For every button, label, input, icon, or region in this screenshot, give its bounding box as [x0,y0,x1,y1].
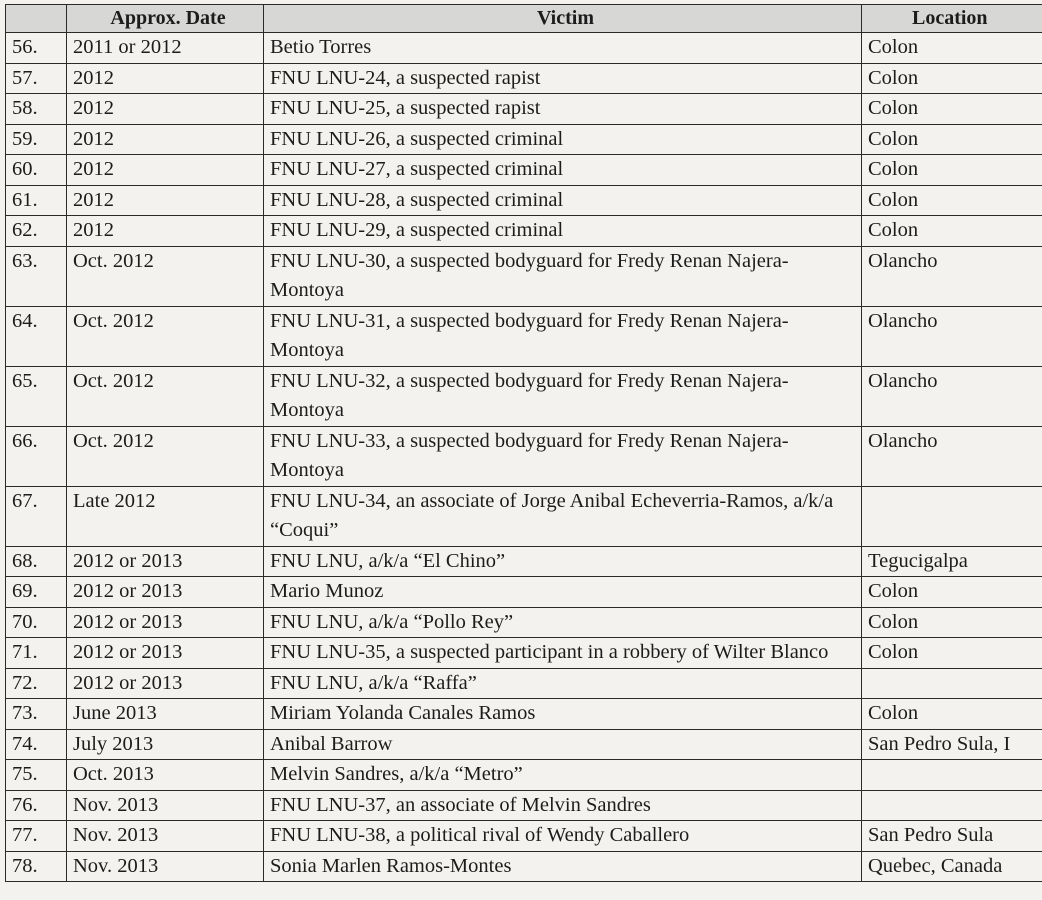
row-number: 58. [6,94,67,125]
row-number: 75. [6,760,67,791]
table-row [6,306,1042,366]
row-date: Nov. 2013 [67,851,264,882]
row-location: Tegucigalpa [862,546,1042,577]
row-number: 73. [6,699,67,730]
header-number [6,5,67,33]
row-victim: FNU LNU-25, a suspected rapist [264,94,862,125]
row-number: 66. [6,426,67,486]
table-row [6,638,1042,669]
row-number: 62. [6,216,67,247]
row-location: Colon [862,33,1042,64]
row-location: Colon [862,607,1042,638]
row-victim: FNU LNU-33, a suspected bodyguard for Fredy Renan Najera-Montoya [264,426,862,486]
row-victim: Betio Torres [264,33,862,64]
row-date: 2012 or 2013 [67,607,264,638]
table-row [6,729,1042,760]
row-location: Colon [862,124,1042,155]
row-date: Oct. 2012 [67,246,264,306]
table-row [6,366,1042,426]
table-row [6,246,1042,306]
row-number: 64. [6,306,67,366]
row-victim: FNU LNU-24, a suspected rapist [264,63,862,94]
row-victim: FNU LNU-32, a suspected bodyguard for Fredy Renan Najera-Montoya [264,366,862,426]
row-date: Oct. 2012 [67,306,264,366]
table-row [6,486,1042,546]
row-date: 2012 or 2013 [67,577,264,608]
row-number: 68. [6,546,67,577]
row-date: 2012 [67,63,264,94]
row-victim: FNU LNU-35, a suspected participant in a robbery of Wilter Blanco [264,638,862,669]
table-row [6,426,1042,486]
row-location: Olancho [862,366,1042,426]
row-location [862,790,1042,821]
row-date: 2012 or 2013 [67,546,264,577]
row-date: 2012 [67,216,264,247]
row-date: July 2013 [67,729,264,760]
row-date: Oct. 2013 [67,760,264,791]
header-location: Location [862,5,1042,33]
table-row [6,185,1042,216]
row-victim: FNU LNU-27, a suspected criminal [264,155,862,186]
row-date: 2012 [67,155,264,186]
row-date: 2012 [67,94,264,125]
row-location: Quebec, Canada [862,851,1042,882]
row-date: 2012 [67,124,264,155]
table-row [6,546,1042,577]
row-victim: Melvin Sandres, a/k/a “Metro” [264,760,862,791]
row-number: 60. [6,155,67,186]
table-row [6,760,1042,791]
table-row [6,821,1042,852]
table-row [6,607,1042,638]
row-location: Olancho [862,246,1042,306]
table-row [6,63,1042,94]
row-date: Nov. 2013 [67,821,264,852]
row-location: San Pedro Sula, I [862,729,1042,760]
row-date: Oct. 2012 [67,426,264,486]
row-location: Colon [862,155,1042,186]
row-number: 78. [6,851,67,882]
header-victim: Victim [264,5,862,33]
table-row [6,699,1042,730]
row-date: 2011 or 2012 [67,33,264,64]
row-date: 2012 [67,185,264,216]
row-location: Colon [862,63,1042,94]
row-victim: FNU LNU, a/k/a “Raffa” [264,668,862,699]
table-row [6,668,1042,699]
row-number: 65. [6,366,67,426]
row-victim: Anibal Barrow [264,729,862,760]
table-row [6,94,1042,125]
row-victim: FNU LNU-31, a suspected bodyguard for Fredy Renan Najera-Montoya [264,306,862,366]
table-row [6,155,1042,186]
row-date: 2012 or 2013 [67,668,264,699]
row-number: 57. [6,63,67,94]
row-number: 69. [6,577,67,608]
row-victim: Sonia Marlen Ramos-Montes [264,851,862,882]
row-victim: Miriam Yolanda Canales Ramos [264,699,862,730]
row-location: Colon [862,638,1042,669]
row-number: 76. [6,790,67,821]
row-victim: FNU LNU, a/k/a “El Chino” [264,546,862,577]
row-number: 56. [6,33,67,64]
row-victim: FNU LNU-28, a suspected criminal [264,185,862,216]
row-number: 59. [6,124,67,155]
row-number: 63. [6,246,67,306]
row-location: Colon [862,699,1042,730]
row-date: Nov. 2013 [67,790,264,821]
row-date: Late 2012 [67,486,264,546]
table-header-row [6,5,1042,33]
row-number: 72. [6,668,67,699]
table-row [6,577,1042,608]
table-row [6,216,1042,247]
row-location: Olancho [862,426,1042,486]
row-location [862,668,1042,699]
row-location: Colon [862,94,1042,125]
table-row [6,124,1042,155]
row-location [862,760,1042,791]
row-victim: FNU LNU-38, a political rival of Wendy Caballero [264,821,862,852]
row-date: Oct. 2012 [67,366,264,426]
table-row [6,790,1042,821]
row-location: Colon [862,216,1042,247]
row-location: Colon [862,185,1042,216]
row-number: 70. [6,607,67,638]
row-date: June 2013 [67,699,264,730]
row-date: 2012 or 2013 [67,638,264,669]
victims-table [5,4,1042,882]
row-victim: FNU LNU-30, a suspected bodyguard for Fredy Renan Najera-Montoya [264,246,862,306]
row-number: 67. [6,486,67,546]
row-victim: Mario Munoz [264,577,862,608]
table-row [6,33,1042,64]
row-victim: FNU LNU-26, a suspected criminal [264,124,862,155]
row-victim: FNU LNU-34, an associate of Jorge Anibal Echeverria-Ramos, a/k/a “Coqui” [264,486,862,546]
table-body [6,33,1042,882]
row-victim: FNU LNU-37, an associate of Melvin Sandres [264,790,862,821]
row-location: Colon [862,577,1042,608]
row-location [862,486,1042,546]
row-victim: FNU LNU, a/k/a “Pollo Rey” [264,607,862,638]
row-number: 71. [6,638,67,669]
row-victim: FNU LNU-29, a suspected criminal [264,216,862,247]
row-number: 74. [6,729,67,760]
row-number: 61. [6,185,67,216]
header-approx-date: Approx. Date [67,5,264,33]
row-number: 77. [6,821,67,852]
row-location: San Pedro Sula [862,821,1042,852]
table-row [6,851,1042,882]
row-location: Olancho [862,306,1042,366]
